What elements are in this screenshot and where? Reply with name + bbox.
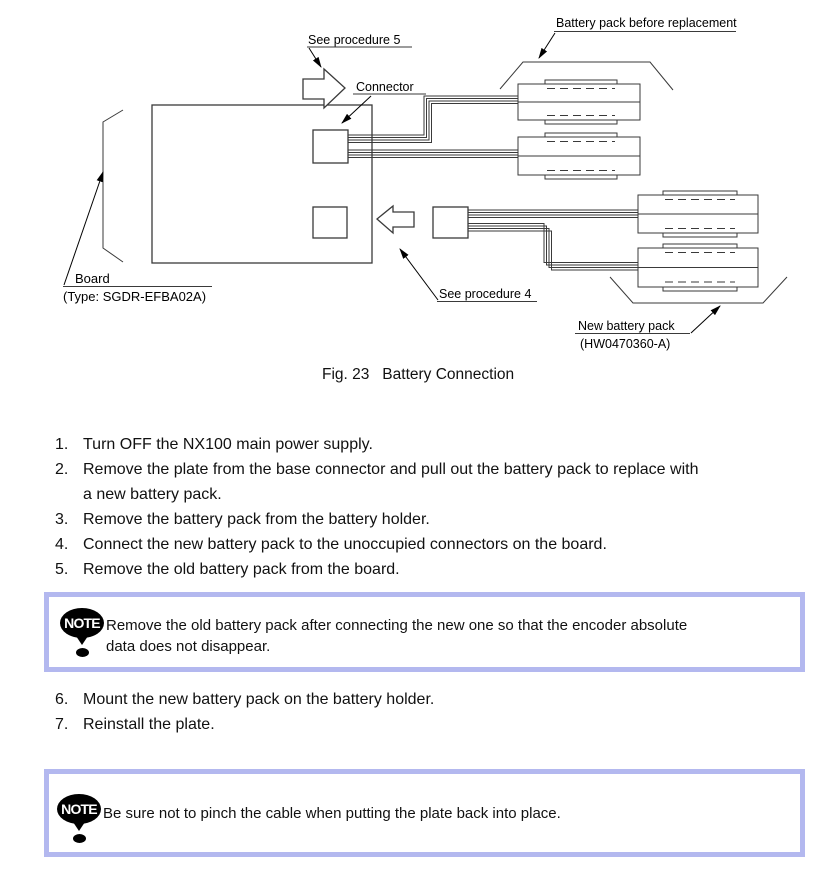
note-balloon-tail-icon — [76, 636, 88, 645]
new-pack-connector — [433, 207, 468, 238]
label-new-battery-pack: New battery pack — [578, 319, 675, 333]
step-text: a new battery pack. — [83, 486, 222, 503]
battery-pack-new-2 — [638, 244, 758, 291]
note-balloon-dot-icon — [73, 834, 86, 843]
note-line: data does not disappear. — [106, 638, 271, 655]
leader-see-procedure-5 — [309, 48, 321, 67]
step-number: 4. — [55, 536, 69, 553]
note-text — [106, 615, 687, 657]
battery-pack-old-1 — [518, 80, 640, 124]
step-text: Remove the plate from the base connector and pull out the battery pack to replace with — [83, 461, 699, 478]
step-text: Reinstall the plate. — [83, 716, 215, 733]
label-board-type: (Type: SGDR-EFBA02A) — [63, 289, 207, 304]
step-text: Remove the battery pack from the battery holder. — [83, 511, 430, 528]
leader-battery-before — [539, 33, 555, 58]
step-6 — [55, 687, 434, 712]
step-text: Connect the new battery pack to the unoccupied connectors on the board. — [83, 536, 607, 553]
note-line: Be sure not to pinch the cable when putting the plate back into place. — [103, 805, 561, 822]
battery-connection-diagram — [0, 0, 839, 360]
step-number: 6. — [55, 691, 69, 708]
ribbon-new-connector-to-battery3 — [468, 210, 638, 218]
step-4 — [55, 532, 698, 557]
label-board: Board — [75, 271, 110, 286]
ribbon-top-connector-to-battery2 — [348, 150, 518, 158]
ribbon-new-connector-to-battery4 — [468, 224, 638, 271]
board-connector-bottom — [313, 207, 347, 238]
step-7 — [55, 712, 434, 737]
leader-see-procedure-4 — [400, 249, 438, 300]
note-icon — [60, 608, 106, 660]
label-connector: Connector — [356, 80, 414, 94]
label-new-battery-part: (HW0470360-A) — [580, 337, 671, 351]
step-2 — [55, 457, 698, 507]
board-outline — [152, 105, 372, 263]
note-box-1 — [44, 592, 805, 672]
note-text — [103, 803, 561, 824]
ribbon-top-connector-to-battery1 — [348, 96, 518, 143]
battery-pack-old-2 — [518, 133, 640, 179]
note-balloon-icon: NOTE — [57, 794, 101, 824]
note-icon — [57, 794, 103, 846]
note-line: Remove the old battery pack after connecting the new one so that the encoder absolute — [106, 617, 688, 634]
battery-pack-new-1 — [638, 191, 758, 237]
step-text: Turn OFF the NX100 main power supply. — [83, 436, 373, 453]
figure-caption: Fig. 23 Battery Connection — [322, 366, 515, 383]
step-number: 2. — [55, 461, 69, 478]
note-balloon-icon: NOTE — [60, 608, 104, 638]
step-number: 1. — [55, 436, 69, 453]
step-1 — [55, 432, 698, 457]
step-3 — [55, 507, 698, 532]
label-battery-before: Battery pack before replacement — [556, 16, 737, 30]
procedure-steps-1-5 — [55, 432, 698, 582]
step-5 — [55, 557, 698, 582]
procedure-steps-6-7 — [55, 687, 434, 737]
step-number: 3. — [55, 511, 69, 528]
step-number: 5. — [55, 561, 69, 578]
step-number: 7. — [55, 716, 69, 733]
note-balloon-dot-icon — [76, 648, 89, 657]
note-balloon-tail-icon — [73, 822, 85, 831]
step-text: Remove the old battery pack from the board. — [83, 561, 400, 578]
label-see-procedure-5: See procedure 5 — [308, 33, 401, 47]
board-connector-top — [313, 130, 348, 163]
label-see-procedure-4: See procedure 4 — [439, 287, 532, 301]
block-arrow-right-icon — [303, 69, 345, 108]
board-edge-bracket — [103, 110, 123, 262]
note-box-2 — [44, 769, 805, 857]
block-arrow-left-icon — [377, 206, 414, 233]
step-text: Mount the new battery pack on the battery holder. — [83, 691, 435, 708]
leader-new-battery-pack — [691, 306, 720, 333]
leader-board — [64, 172, 103, 285]
